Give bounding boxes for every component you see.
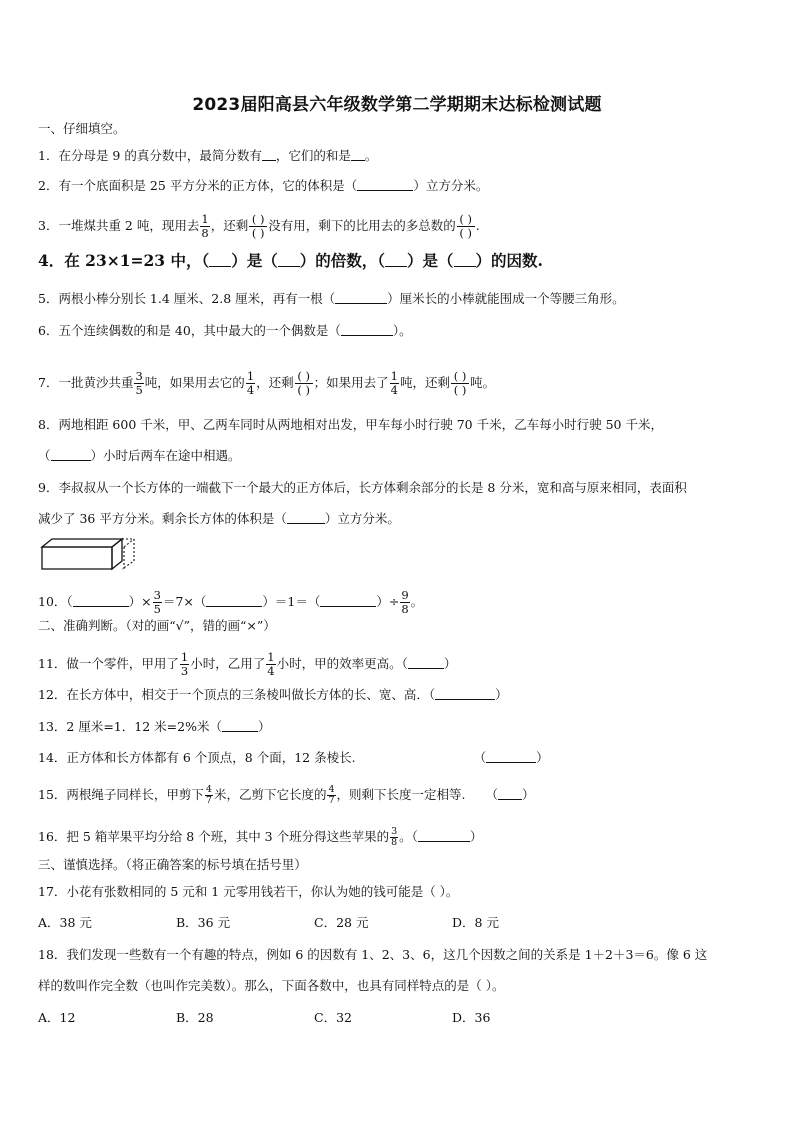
fraction: $\frac{1}{4}$: [246, 369, 255, 397]
question-11: 11．做一个零件，甲用了 $\frac{1}{3}$ 小时，乙用了 $\frac{1}{4}$ 小时，甲的效率更高。（ ）: [38, 650, 457, 678]
option-d[interactable]: D．36: [452, 1010, 491, 1025]
cuboid-figure: [38, 535, 140, 573]
question-8-line-2: （ ）小时后两车在途中相遇。: [38, 448, 241, 463]
question-16: 16．把 5 箱苹果平均分给 8 个班，其中 3 个班分得这些苹果的 $\frac{3}{8}$ 。（ ）: [38, 826, 483, 848]
page-title: 2023届阳高县六年级数学第二学期期末达标检测试题: [192, 95, 602, 115]
question-14: 14．正方体和长方体都有 6 个顶点，8 个面，12 条棱长. （ ）: [38, 750, 549, 765]
question-7: 7．一批黄沙共重 $\frac{3}{5}$ 吨，如果用去它的 $\frac{1}{4}$ ，还剩 $\frac{( )}{( )}$ ；如果用去了 $\frac{1}{4}$ 吨，还剩 $\frac{( )}{( )}$ 吨。: [38, 369, 496, 397]
fraction: $\frac{4}{7}$: [328, 784, 335, 806]
answer-blank[interactable]: [73, 594, 129, 607]
fraction: $\frac{1}{3}$: [180, 650, 189, 678]
answer-blank[interactable]: [351, 148, 365, 161]
answer-blank[interactable]: [320, 594, 376, 607]
answer-blank[interactable]: [51, 448, 91, 461]
question-8-line-1: 8．两地相距 600 千米，甲、乙两车同时从两地相对出发，甲车每小时行驶 70 千米，乙车每小时行驶 50 千米，: [38, 417, 663, 432]
answer-blank[interactable]: [341, 323, 393, 336]
fraction: $\frac{1}{4}$: [267, 650, 275, 678]
question-17-options: [38, 915, 590, 931]
question-9-line-2: 减少了 36 平方分米。剩余长方体的体积是（ ）立方分米。: [38, 511, 400, 526]
question-18-options: [38, 1010, 590, 1026]
answer-blank[interactable]: [385, 254, 407, 267]
question-9-line-1: 9．李叔叔从一个长方体的一端截下一个最大的正方体后，长方体剩余部分的长是 8 分米，宽和高与原来相同，表面积: [38, 480, 687, 495]
section-heading-choice: 三、谨慎选择。（将正确答案的标号填在括号里）: [38, 857, 307, 872]
option-b[interactable]: B．36 元: [176, 915, 231, 930]
question-3: 3．一堆煤共重 2 吨，现用去 $\frac{1}{8}$ ，还剩 $\frac{( )}{( )}$ 没有用，剩下的比用去的多总数的 $\frac{( )}{( )}$ .: [38, 212, 480, 240]
section-heading-judge: 二、准确判断。（对的画“√”，错的画“×”）: [38, 618, 276, 633]
option-d[interactable]: D．8 元: [452, 915, 499, 930]
fraction: $\frac{3}{8}$: [391, 826, 398, 848]
fraction-blank[interactable]: $\frac{( )}{( )}$: [451, 370, 469, 397]
fraction: $\frac{3}{5}$: [153, 588, 161, 616]
answer-blank[interactable]: [454, 254, 476, 267]
answer-blank[interactable]: [486, 750, 536, 763]
question-4: 4．在 23×1=23 中，（ ）是（ ）的倍数，（ ）是（ ）的因数.: [38, 251, 543, 270]
answer-blank[interactable]: [335, 291, 387, 304]
fraction-blank[interactable]: $\frac{( )}{( )}$: [295, 370, 313, 397]
question-18-line-2: 样的数叫作完全数（也叫作完美数）。那么，下面各数中，也具有同样特点的是（ ）。: [38, 978, 505, 993]
answer-blank[interactable]: [435, 687, 495, 700]
question-15: 15．两根绳子同样长，甲剪下 $\frac{4}{7}$ 米，乙剪下它长度的 $\frac{4}{7}$ ，则剩下长度一定相等. （ ）: [38, 784, 535, 806]
question-2: 2．有一个底面积是 25 平方分米的正方体，它的体积是（ ）立方分米。: [38, 178, 489, 193]
question-10: 10．（ ）× $\frac{3}{5}$ ＝7×（ ）＝1＝（ ）÷ $\frac{9}{8}$ 。: [38, 588, 424, 616]
fraction-blank[interactable]: $\frac{( )}{( )}$: [457, 213, 475, 240]
answer-blank[interactable]: [262, 148, 276, 161]
question-5: 5．两根小棒分别长 1.4 厘米、2.8 厘米，再有一根（ ）厘米长的小棒就能围成一个等腰三角形。: [38, 291, 625, 306]
answer-blank[interactable]: [206, 594, 262, 607]
question-1: 1．在分母是 9 的真分数中，最简分数有 ，它们的和是 。: [38, 148, 378, 163]
option-a[interactable]: A．12: [38, 1010, 76, 1025]
answer-blank[interactable]: [498, 787, 522, 800]
fraction: $\frac{1}{8}$: [201, 212, 209, 240]
fraction: $\frac{3}{5}$: [135, 369, 143, 397]
option-a[interactable]: A．38 元: [38, 915, 92, 930]
question-17: 17．小花有张数相同的 5 元和 1 元零用钱若干，你认为她的钱可能是（ ）。: [38, 884, 459, 899]
option-c[interactable]: C．32: [314, 1010, 352, 1025]
question-13: 13．2 厘米=1．12 米=2%米（ ）: [38, 719, 271, 734]
answer-blank[interactable]: [222, 719, 258, 732]
answer-blank[interactable]: [209, 254, 231, 267]
answer-blank[interactable]: [278, 254, 300, 267]
question-18-line-1: 18．我们发现一些数有一个有趣的特点，例如 6 的因数有 1、2、3、6，这几个因数之间的关系是 1＋2＋3＝6。像 6 这: [38, 947, 708, 962]
fraction: $\frac{9}{8}$: [401, 588, 409, 616]
fraction: $\frac{4}{7}$: [205, 784, 212, 806]
fraction: $\frac{1}{4}$: [390, 369, 398, 397]
question-12: 12．在长方体中，相交于一个顶点的三条棱叫做长方体的长、宽、高．（ ）: [38, 687, 508, 702]
question-6: 6．五个连续偶数的和是 40，其中最大的一个偶数是（ ）。: [38, 323, 412, 338]
answer-blank[interactable]: [287, 511, 325, 524]
answer-blank[interactable]: [357, 178, 413, 191]
answer-blank[interactable]: [408, 656, 444, 669]
fraction-blank[interactable]: $\frac{( )}{( )}$: [249, 213, 267, 240]
option-b[interactable]: B．28: [176, 1010, 214, 1025]
section-heading-fill: 一、仔细填空。: [38, 121, 126, 136]
option-c[interactable]: C．28 元: [314, 915, 369, 930]
answer-blank[interactable]: [418, 829, 470, 842]
